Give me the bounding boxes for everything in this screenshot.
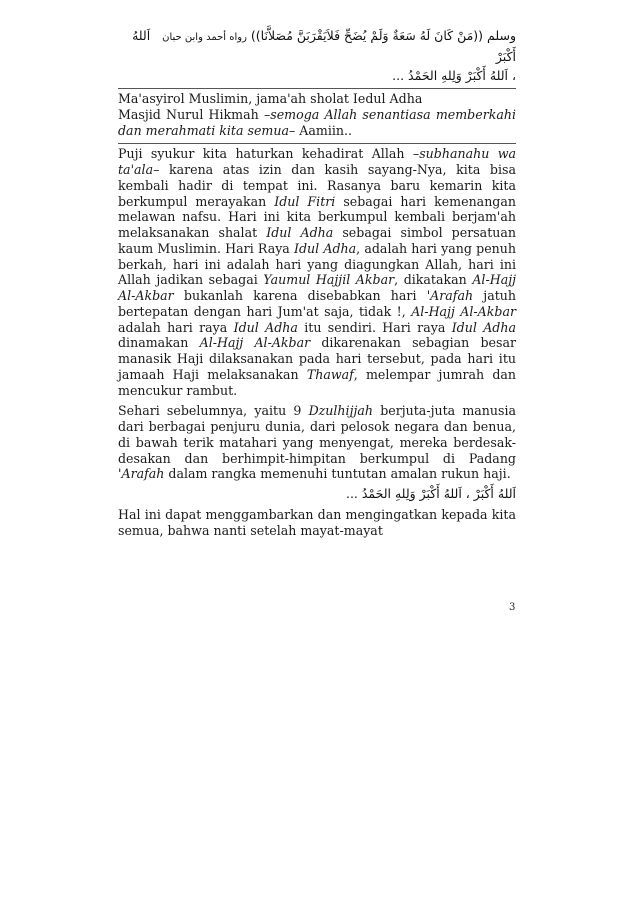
- p1-italic-7: Arafah: [430, 288, 474, 303]
- p1-italic-5: Yaumul Hajjil Akbar: [263, 272, 395, 288]
- header-divider: [118, 88, 516, 89]
- p2-text-3: dalam rangka memenuhi tuntutan amalan rukun haji.: [164, 466, 511, 482]
- p1-italic-2: Idul Fitri: [274, 193, 336, 209]
- p1-italic-4: Idul Adha: [294, 240, 357, 256]
- greeting-line-2: Masjid Nurul Hikmah –: [118, 106, 271, 122]
- arabic-takbir-mid-text: اَللهُ أَكْبَرْ ، اَللهُ أَكْبَرْ وَلِلهِ الحَمْدُ ...: [345, 486, 516, 501]
- p1-text-12: dikarenakan sebagian besar manasik Haji dilaksanakan pada hari tersebut, pada hari itu jamaah Haji melaksanakan: [118, 335, 516, 382]
- p1-text-11: dinamakan: [118, 335, 200, 351]
- p1-text-7: bukanlah karena disebabkan hari ': [173, 288, 431, 303]
- arabic-hadith-text: وسلم ((مَنْ كَانَ لَهُ سَعَةٌ وَلَمْ يُضَحِّ فَلاَيَقْرَبَنَّ مُصَلاَّنَا)): [250, 28, 516, 43]
- greeting-divider: [118, 143, 516, 144]
- page-number: 3: [509, 602, 516, 613]
- arabic-takbir-mid: [118, 484, 516, 503]
- p1-text-13: , melempar jumrah dan mencukur rambut.: [118, 366, 516, 398]
- p1-italic-12: Thawaf: [306, 366, 354, 382]
- p2-text-1: Sehari sebelumnya, yaitu 9: [118, 403, 309, 419]
- paragraph-1: [118, 146, 516, 398]
- greeting-line-2-italic: semoga Allah senantiasa: [270, 106, 431, 122]
- p1-text-1: Puji syukur kita haturkan kehadirat Allah –: [118, 146, 420, 162]
- arabic-takbir-line: [118, 66, 516, 85]
- p1-text-8: jatuh bertepatan dengan hari Jum'at saja, tidak !,: [118, 288, 517, 319]
- p1-italic-3: Idul Adha: [266, 225, 334, 240]
- arabic-hadith-line: [118, 26, 516, 66]
- p1-italic-10: Idul Adha: [451, 319, 516, 335]
- p1-italic-11: Al-Hajj Al-Akbar: [199, 335, 311, 351]
- p1-italic-1: subhanahu wa ta'ala: [118, 146, 517, 177]
- document-page: [118, 26, 516, 539]
- p2-italic-2: Arafah: [121, 466, 165, 482]
- p2-italic-1: Dzulhijjah: [308, 403, 374, 419]
- greeting-paragraph: [118, 91, 516, 138]
- p1-text-9: adalah hari raya: [118, 319, 234, 335]
- greeting-line-3-tail: – Aamiin..: [288, 122, 353, 138]
- paragraph-3: [118, 507, 516, 539]
- greeting-line-1: Ma'asyirol Muslimin, jama'ah sholat Iedul Adha: [118, 91, 423, 106]
- p1-text-5: , adalah hari yang penuh berkah, hari ini adalah hari yang diagungkan Allah, hari ini Allah jadikan sebagai: [118, 240, 516, 288]
- paragraph-2: [118, 403, 516, 482]
- p3-text-1: Hal ini dapat menggambarkan dan mengingatkan kepada kita semua, bahwa nanti setelah mayat-mayat: [118, 507, 516, 538]
- p1-text-6: , dikatakan: [394, 272, 473, 288]
- hadith-source: رواه أحمد وابن حبان: [162, 32, 247, 43]
- p1-italic-8: Al-Hajj Al-Akbar: [411, 303, 516, 319]
- p1-text-4: sebagai simbol persatuan kaum Muslimin. Hari Raya: [118, 225, 516, 256]
- p1-text-2: – karena atas izin dan kasih sayang-Nya, kita bisa kembali hadir di tempat ini. Rasanya baru kemarin kita berkumpul merayakan: [118, 162, 516, 209]
- p1-italic-9: Idul Adha: [233, 319, 298, 335]
- p2-text-2: berjuta-juta manusia dari berbagai penjuru dunia, dari pelosok negara dan benua, di bawah terik matahari yang menyengat, mereka berdesak-desakan dan berhimpit-himpitan berkumpul di Padang ': [118, 403, 517, 482]
- takbir-text: اَللهُ أَكْبَرْ: [132, 28, 516, 64]
- p1-italic-6: Al-Hajj Al-Akbar: [118, 272, 517, 303]
- p1-text-3: sebagai hari kemenangan melawan nafsu. Hari ini kita berkumpul kembali berjam'ah melaksanakan shalat: [118, 193, 516, 240]
- arabic-takbir-text: ، اَللهُ أَكْبَرْ وَلِلهِ الحَمْدُ ...: [392, 68, 516, 83]
- greeting-line-3-italic: memberkahi dan merahmati kita semua: [118, 106, 516, 138]
- p1-text-10: itu sendiri. Hari raya: [297, 319, 452, 335]
